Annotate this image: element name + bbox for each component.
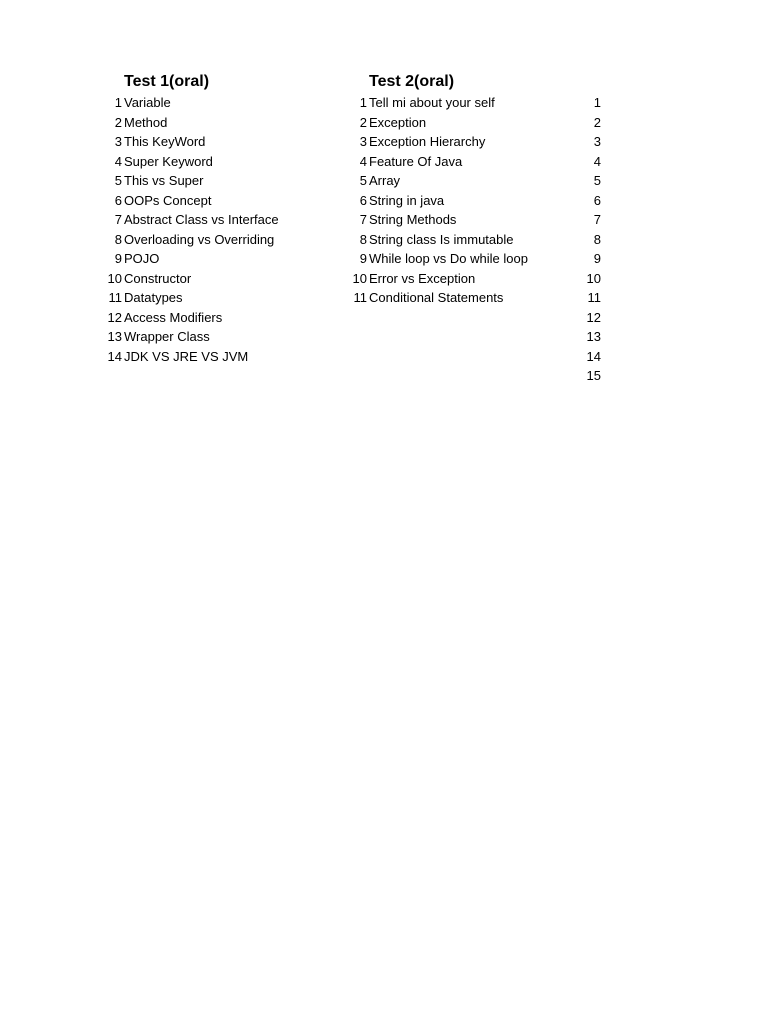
row-number: 9 (114, 251, 122, 266)
test3-number: 6 (593, 192, 601, 208)
test3-number: 2 (593, 114, 601, 130)
row-number: 1 (359, 95, 367, 110)
test1-row (114, 191, 324, 211)
test1-row (107, 347, 324, 367)
test1-row (107, 327, 324, 347)
test2-row (359, 113, 569, 133)
test3-number: 9 (593, 251, 601, 266)
test3-number: 13 (586, 329, 601, 344)
row-number: 8 (359, 231, 367, 247)
test1-row (114, 210, 324, 230)
row-label: Overloading vs Overriding (124, 231, 275, 247)
test3-number: 15 (586, 368, 601, 383)
test2-row (359, 171, 569, 191)
row-number: 10 (107, 270, 122, 286)
row-label: Variable (124, 95, 171, 110)
row-number: 7 (114, 212, 122, 227)
test3-number: 12 (586, 309, 601, 325)
test3-number: 5 (593, 173, 601, 188)
test1-row (114, 249, 324, 269)
row-label: This KeyWord (124, 134, 206, 149)
test1-row (114, 113, 324, 133)
test1-row (114, 93, 324, 113)
row-label: Access Modifiers (124, 309, 223, 325)
test2-row (359, 152, 569, 172)
test1-row (107, 269, 324, 289)
row-number: 11 (353, 290, 367, 305)
test3-number: 7 (593, 212, 601, 227)
row-label: Constructor (124, 270, 192, 286)
row-number: 6 (114, 192, 122, 208)
row-label: JDK VS JRE VS JVM (124, 348, 249, 364)
test2-row (352, 269, 569, 289)
row-label: String in java (369, 192, 445, 208)
row-number: 8 (114, 231, 122, 247)
test1-row (108, 288, 324, 308)
test3-number: 10 (586, 270, 601, 286)
test2-title: Test 2(oral) (369, 73, 455, 90)
row-number: 4 (114, 153, 122, 169)
row-label: Feature Of Java (369, 153, 463, 169)
row-label: Exception (369, 114, 427, 130)
row-label: Array (369, 173, 401, 188)
row-number: 7 (359, 212, 367, 227)
row-number: 10 (352, 270, 367, 286)
test2-row (359, 230, 569, 250)
row-number: 12 (107, 309, 122, 325)
test3-number: 11 (587, 290, 601, 305)
test2-list (352, 93, 569, 308)
test1-row (107, 308, 324, 328)
test3-number: 8 (593, 231, 601, 247)
row-number: 9 (359, 251, 367, 266)
test2-row (359, 210, 569, 230)
test3-number: 3 (593, 134, 601, 149)
row-number: 2 (359, 114, 367, 130)
test3-number: 1 (593, 95, 601, 110)
row-number: 14 (107, 348, 122, 364)
row-label: Method (124, 114, 168, 130)
row-label: OOPs Concept (124, 192, 212, 208)
row-label: Conditional Statements (369, 290, 504, 305)
row-number: 6 (359, 192, 367, 208)
row-number: 4 (359, 153, 367, 169)
row-label: String class Is immutable (369, 231, 514, 247)
row-number: 2 (114, 114, 122, 130)
row-number: 5 (359, 173, 367, 188)
test3-number: 14 (586, 348, 601, 364)
row-label: Super Keyword (124, 153, 213, 169)
row-number: 1 (114, 95, 122, 110)
row-label: While loop vs Do while loop (369, 251, 528, 266)
test1-row (114, 230, 324, 250)
test1-list (107, 93, 324, 366)
row-label: POJO (124, 251, 160, 266)
test1-title: Test 1(oral) (124, 73, 210, 90)
test3-number: 4 (593, 153, 601, 169)
row-label: String Methods (369, 212, 457, 227)
row-number: 3 (359, 134, 367, 149)
row-label: Datatypes (124, 290, 183, 305)
test1-row (114, 171, 324, 191)
row-label: This vs Super (124, 173, 204, 188)
test2-row (359, 93, 569, 113)
test2-row (359, 249, 569, 269)
test1-row (114, 132, 324, 152)
row-label: Error vs Exception (369, 270, 476, 286)
row-label: Wrapper Class (124, 329, 210, 344)
row-label: Tell mi about your self (369, 95, 495, 110)
test2-row (359, 132, 569, 152)
row-number: 3 (114, 134, 122, 149)
test3-number-column (560, 93, 601, 386)
row-label: Exception Hierarchy (369, 134, 486, 149)
row-number: 11 (108, 290, 122, 305)
row-number: 5 (114, 173, 122, 188)
test2-row (353, 288, 569, 308)
row-label: Abstract Class vs Interface (124, 212, 279, 227)
test2-row (359, 191, 569, 211)
row-number: 13 (107, 329, 122, 344)
test1-row (114, 152, 324, 172)
